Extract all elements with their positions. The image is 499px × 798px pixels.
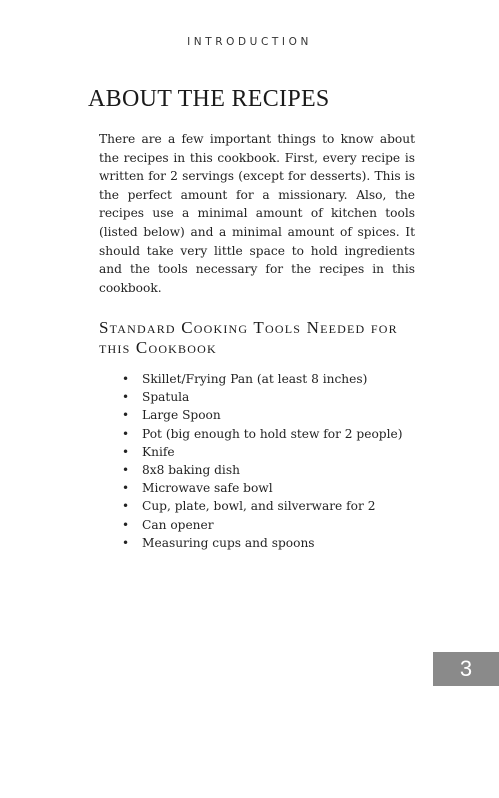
list-item — [122, 497, 452, 515]
tool-label: Microwave safe bowl — [142, 481, 273, 496]
tool-label: Pot (big enough to hold stew for 2 people) — [142, 426, 403, 441]
tool-label: 8x8 baking dish — [142, 463, 240, 478]
tools-list — [122, 370, 452, 552]
list-item — [122, 461, 452, 479]
running-head: INTRODUCTION — [187, 36, 312, 48]
tool-label: Spatula — [142, 390, 190, 405]
bullet-icon: • — [122, 426, 130, 441]
bullet-icon: • — [122, 535, 130, 550]
section-heading: Standard Cooking Tools Needed for this Cookbook — [99, 318, 398, 357]
bullet-icon: • — [122, 517, 130, 532]
tool-label: Knife — [142, 444, 175, 459]
tool-label: Can opener — [142, 517, 214, 532]
page-number-tab — [433, 652, 499, 686]
bullet-icon: • — [122, 463, 130, 478]
list-item — [122, 425, 452, 443]
bullet-icon: • — [122, 372, 130, 386]
tool-label: Measuring cups and spoons — [142, 535, 315, 550]
bullet-icon: • — [122, 390, 130, 405]
list-item — [122, 406, 452, 424]
bullet-icon: • — [122, 444, 130, 459]
list-item — [122, 443, 452, 461]
bullet-icon: • — [122, 481, 130, 496]
list-item — [122, 388, 452, 406]
tool-label: Skillet/Frying Pan (at least 8 inches) — [142, 372, 368, 386]
tool-label: Large Spoon — [142, 408, 221, 423]
bullet-icon: • — [122, 499, 130, 514]
list-item — [122, 534, 452, 552]
page-title: ABOUT THE RECIPES — [88, 86, 330, 112]
intro-paragraph: There are a few important things to know about the recipes in this cookbook. First, every recipe is written for 2 servings (except for desserts). This is the perfect amount for a missionary. Also, the recipes use a minimal amount of kitchen tools (listed below) and a minimal amount of spices. It should take very little space to hold ingredients and the tools necessary for the recipes in this cookbook. — [99, 132, 415, 295]
list-item — [122, 370, 452, 388]
bullet-icon: • — [122, 408, 130, 423]
list-item — [122, 479, 452, 497]
tool-label: Cup, plate, bowl, and silverware for 2 — [142, 499, 376, 514]
list-item — [122, 516, 452, 534]
page-number: 3 — [459, 656, 473, 681]
